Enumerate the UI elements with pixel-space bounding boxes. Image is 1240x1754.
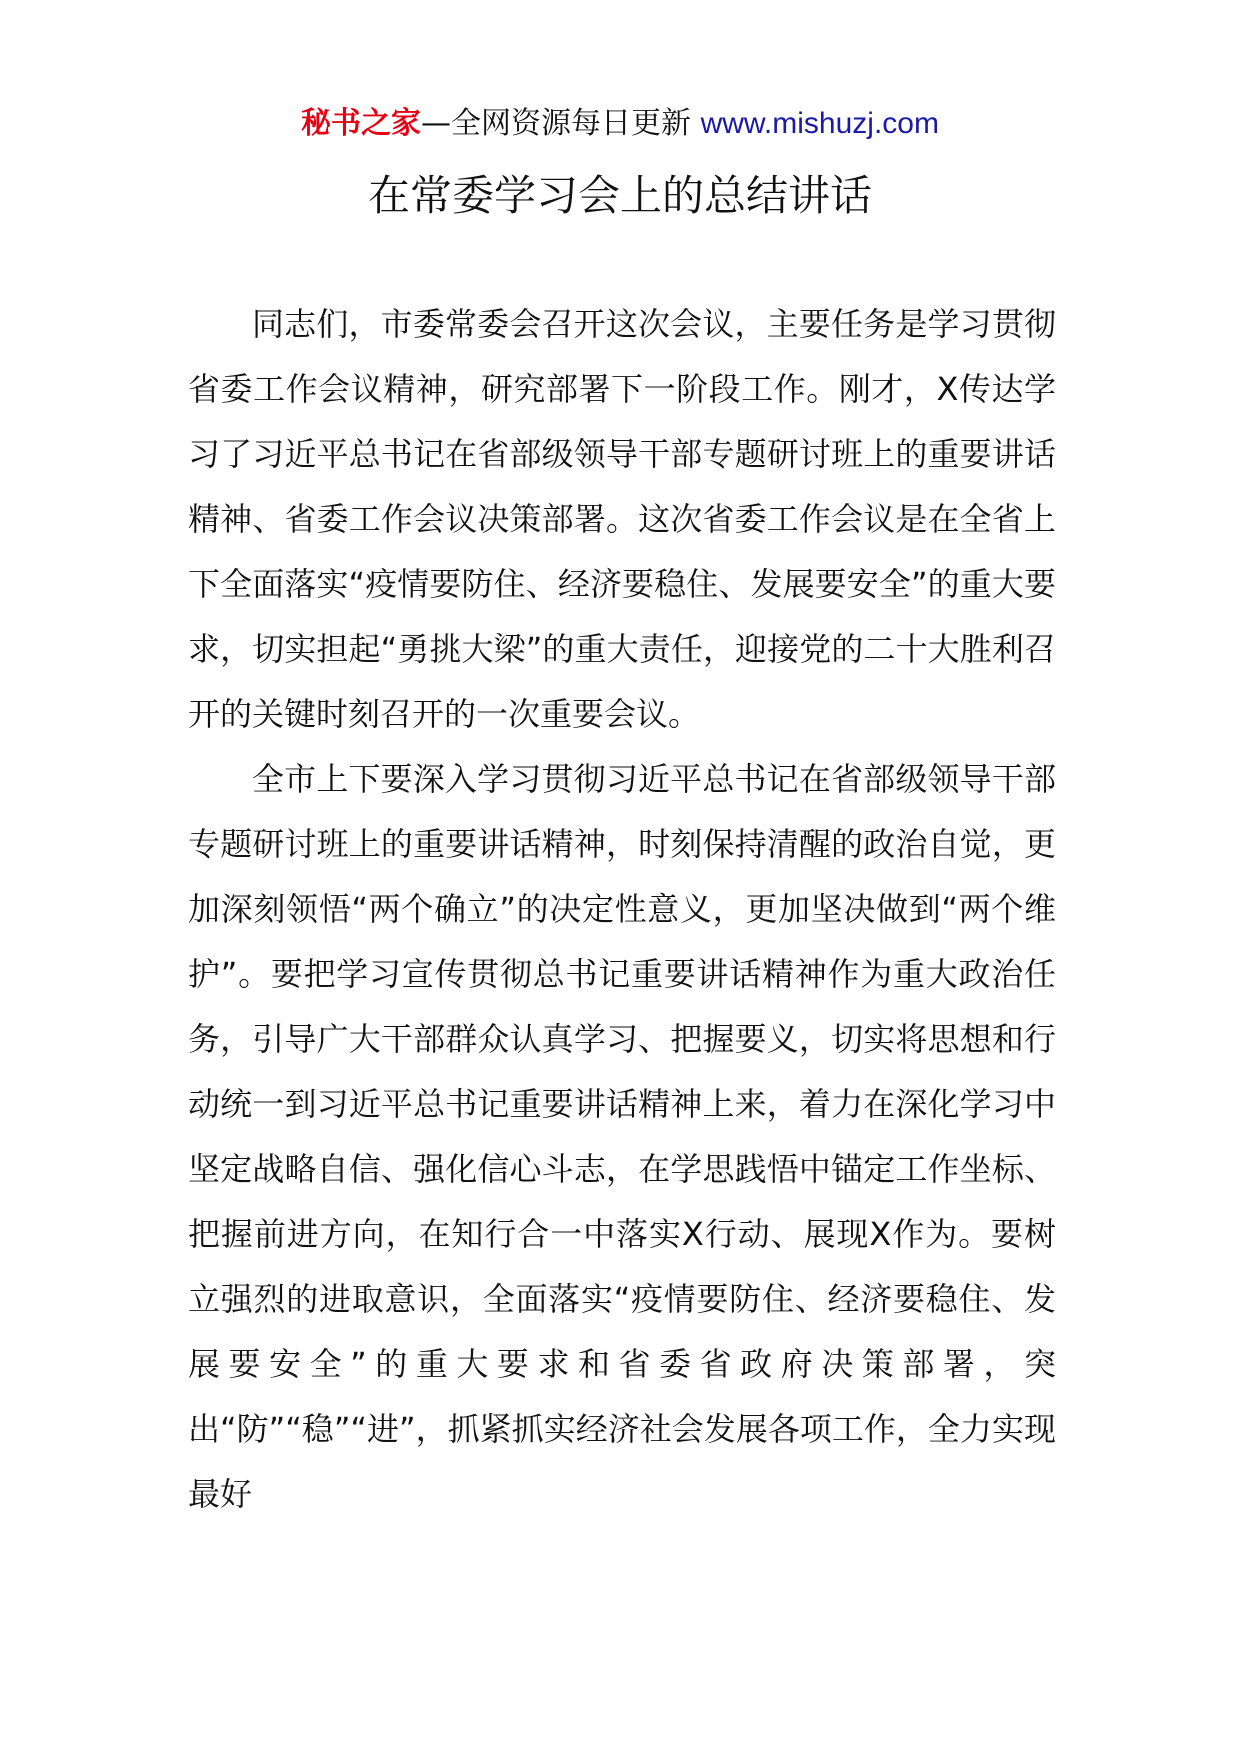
paragraph: 同志们，市委常委会召开这次会议，主要任务是学习贯彻省委工作会议精神，研究部署下一阶段工作。刚才，X传达学习了习近平总书记在省部级领导干部专题研讨班上的重要讲话精神、省委工作会议决策部署。这次省委工作会议是在全省上下全面落实“疫情要防住、经济要稳住、发展要安全”的重大要求，切实担起“勇挑大梁”的重大责任，迎接党的二十大胜利召开的关键时刻召开的一次重要会议。	[188, 305, 1056, 733]
paragraph: 全市上下要深入学习贯彻习近平总书记在省部级领导干部专题研讨班上的重要讲话精神，时刻保持清醒的政治自觉，更加深刻领悟“两个确立”的决定性意义，更加坚决做到“两个维护”。要把学习宣传贯彻总书记重要讲话精神作为重大政治任务，引导广大干部群众认真学习、把握要义，切实将思想和行动统一到习近平总书记重要讲话精神上来，着力在深化学习中坚定战略自信、强化信心斗志，在学思践悟中锚定工作坐标、把握前进方向，在知行合一中落实X行动、展现X作为。要树立强烈的进取意识，全面落实“疫情要防住、经济要稳住、发展要安全”的重大要求和省委省政府决策部署，突出“防”“稳”“进”，抓紧抓实经济社会发展各项工作，全力实现最好	[188, 760, 1056, 1513]
site-url-link[interactable]: www.mishuzj.com	[700, 107, 939, 140]
document-title: 在常委学习会上的总结讲话	[367, 171, 872, 220]
site-header	[0, 100, 1240, 148]
site-brand: 秘书之家	[301, 106, 422, 141]
site-tagline: —全网资源每日更新	[421, 106, 701, 141]
document-body	[188, 292, 1056, 1527]
